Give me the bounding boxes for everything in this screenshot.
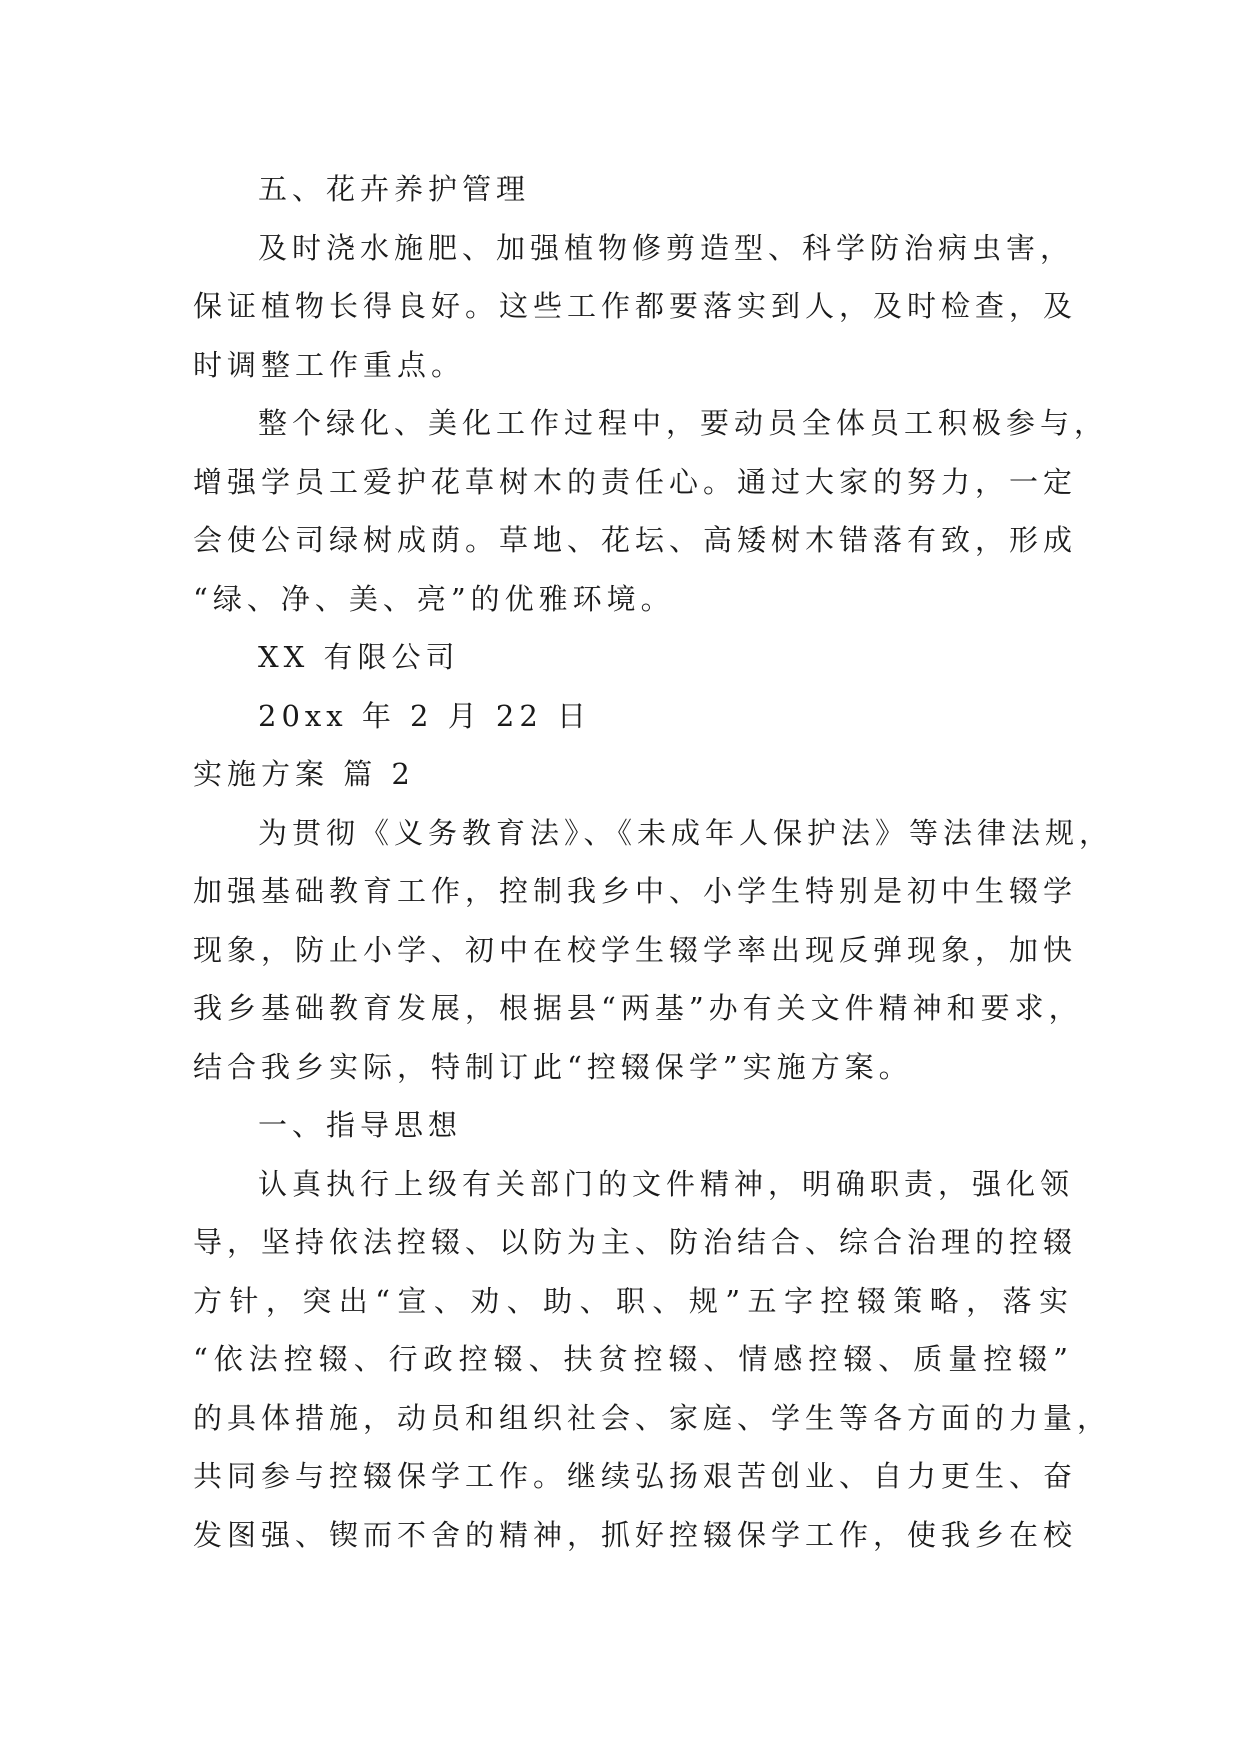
paragraph-line: 我乡基础教育发展，根据县“两基”办有关文件精神和要求， (193, 991, 1083, 1025)
document-date: 20xx 年 2 月 22 日 (258, 698, 592, 733)
paragraph-line: 加强基础教育工作，控制我乡中、小学生特别是初中生辍学 (193, 874, 1078, 908)
paragraph-line: 导，坚持依法控辍、以防为主、防治结合、综合治理的控辍 (193, 1225, 1078, 1259)
section-heading-guiding-thought: 一、指导思想 (258, 1108, 463, 1142)
section-title-plan-2: 实施方案 篇 2 (193, 757, 415, 791)
paragraph-line: 时调整工作重点。 (193, 347, 466, 382)
paragraph-line: 整个绿化、美化工作过程中，要动员全体员工积极参与， (258, 406, 1109, 440)
paragraph-line: 增强学员工爱护花草树木的责任心。通过大家的努力，一定 (193, 464, 1078, 499)
paragraph-line: 保证植物长得良好。这些工作都要落实到人，及时检查，及 (193, 289, 1078, 323)
paragraph-line: 现象，防止小学、初中在校学生辍学率出现反弹现象，加快 (193, 932, 1078, 967)
paragraph-line: “依法控辍、行政控辍、扶贫控辍、情感控辍、质量控辍” (193, 1342, 1073, 1376)
paragraph-line: “绿、净、美、亮”的优雅环境。 (193, 581, 675, 616)
paragraph-line: 结合我乡实际，特制订此“控辍保学”实施方案。 (193, 1049, 913, 1084)
paragraph-line: 发图强、锲而不舍的精神，抓好控辍保学工作，使我乡在校 (193, 1517, 1078, 1552)
company-name: XX 有限公司 (258, 640, 460, 674)
paragraph-line: 及时浇水施肥、加强植物修剪造型、科学防治病虫害， (258, 230, 1075, 265)
paragraph-line: 共同参与控辍保学工作。继续弘扬艰苦创业、自力更生、奋 (193, 1459, 1078, 1493)
paragraph-line: 认真执行上级有关部门的文件精神，明确职责，强化领 (258, 1166, 1075, 1201)
document-body (193, 160, 1114, 1564)
paragraph-line: 会使公司绿树成荫。草地、花坛、高矮树木错落有致，形成 (193, 523, 1078, 557)
paragraph-line: 为贯彻《义务教育法》、《未成年人保护法》等法律法规， (258, 815, 1114, 850)
paragraph-line: 方针，突出“宣、劝、助、职、规”五字控辍策略，落实 (193, 1283, 1073, 1318)
paragraph-line: 的具体措施，动员和组织社会、家庭、学生等各方面的力量， (193, 1400, 1112, 1435)
section-heading-flower-care: 五、花卉养护管理 (258, 172, 531, 206)
